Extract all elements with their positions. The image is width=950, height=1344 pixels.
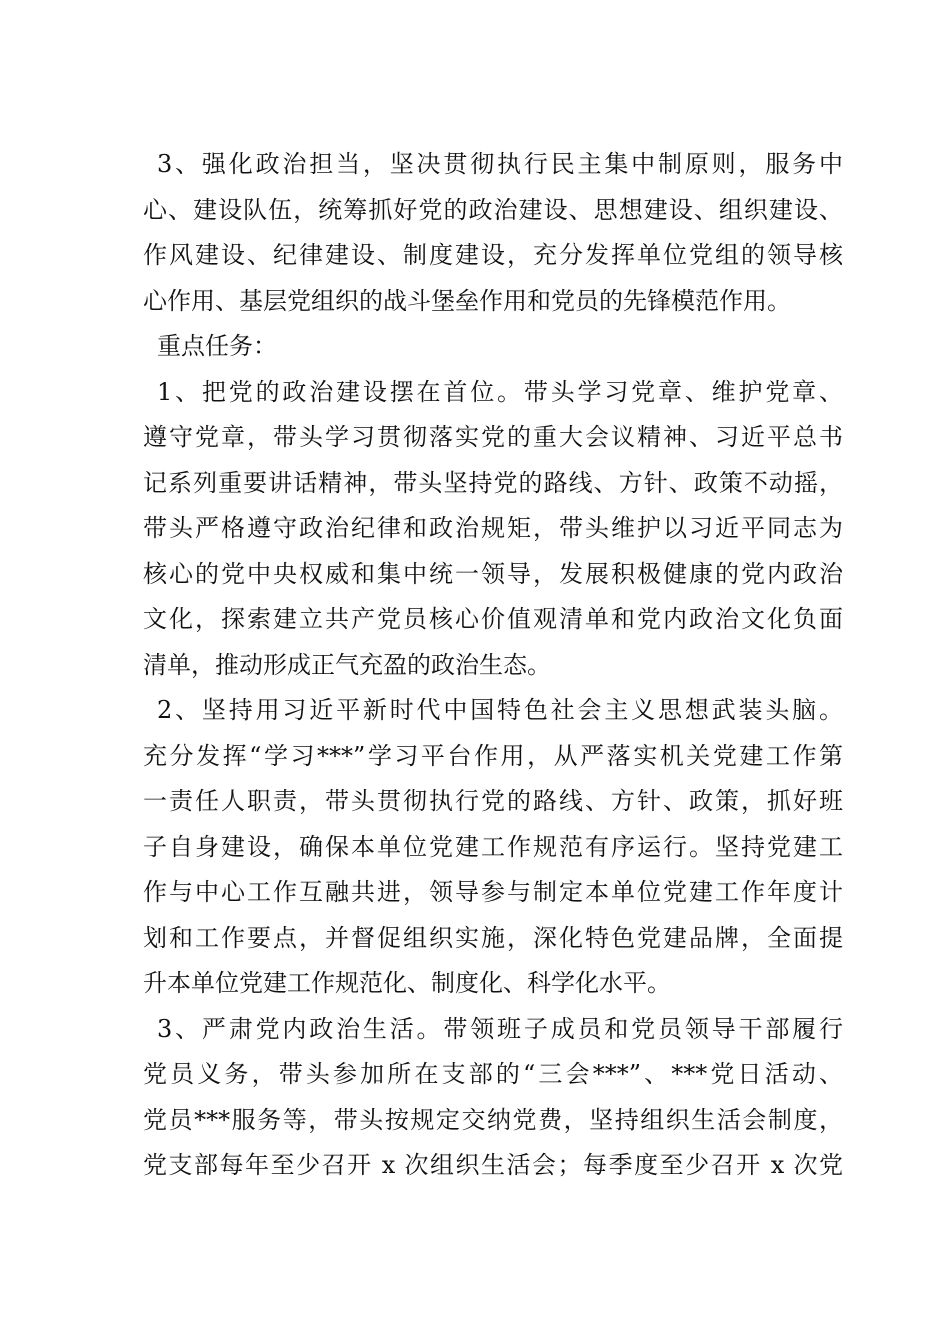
paragraph-line: 3、严肃党内政治生活。带领班子成员和党员领导干部履行 xyxy=(157,1014,843,1043)
paragraph-line: 子自身建设，确保本单位党建工作规范有序运行。坚持党建工 xyxy=(143,832,843,861)
paragraph-line: 清单，推动形成正气充盈的政治生态。 xyxy=(143,650,551,679)
paragraph-line: 文化，探索建立共产党员核心价值观清单和党内政治文化负面 xyxy=(143,605,843,633)
task-2-ideology xyxy=(143,688,843,1007)
paragraph-line: 遵守党章，带头学习贯彻落实党的重大会议精神、习近平总书 xyxy=(143,423,843,451)
paragraph-line: 充分发挥“学习***”学习平台作用，从严落实机关党建工作第 xyxy=(143,741,843,770)
paragraph-line: 作与中心工作互融共进，领导参与制定本单位党建工作年度计 xyxy=(143,878,843,906)
paragraph-line: 核心的党中央权威和集中统一领导，发展积极健康的党内政治 xyxy=(143,559,843,588)
paragraph-line: 2、坚持用习近平新时代中国特色社会主义思想武装头脑。 xyxy=(157,696,843,724)
paragraph-3-political-responsibility xyxy=(143,142,843,324)
paragraph-line: 升本单位党建工作规范化、制度化、科学化水平。 xyxy=(143,969,671,997)
task-1-political-construction xyxy=(143,370,843,689)
paragraph-line: 1、把党的政治建设摆在首位。带头学习党章、维护党章、 xyxy=(157,377,843,406)
document-body xyxy=(143,142,843,1189)
paragraph-line: 记系列重要讲话精神，带头坚持党的路线、方针、政策不动摇， xyxy=(143,468,843,497)
heading-key-tasks xyxy=(143,324,843,370)
paragraph-line: 党支部每年至少召开 x 次组织生活会；每季度至少召开 x 次党 xyxy=(143,1151,843,1179)
task-3-party-life xyxy=(143,1007,843,1189)
paragraph-line: 划和工作要点，并督促组织实施，深化特色党建品牌，全面提 xyxy=(143,923,843,952)
paragraph-line: 心作用、基层党组织的战斗堡垒作用和党员的先锋模范作用。 xyxy=(143,286,791,315)
section-heading: 重点任务： xyxy=(157,332,277,360)
paragraph-line: 心、建设队伍，统筹抓好党的政治建设、思想建设、组织建设、 xyxy=(143,195,843,224)
paragraph-line: 一责任人职责，带头贯彻执行党的路线、方针、政策，抓好班 xyxy=(143,787,843,815)
paragraph-line: 党员义务，带头参加所在支部的“三会***”、***党日活动、 xyxy=(143,1060,843,1088)
paragraph-line: 带头严格遵守政治纪律和政治规矩，带头维护以习近平同志为 xyxy=(143,514,843,542)
paragraph-line: 作风建设、纪律建设、制度建设，充分发挥单位党组的领导核 xyxy=(143,241,843,269)
paragraph-line: 3、强化政治担当，坚决贯彻执行民主集中制原则，服务中 xyxy=(157,150,843,178)
paragraph-line: 党员***服务等，带头按规定交纳党费，坚持组织生活会制度， xyxy=(143,1105,843,1134)
